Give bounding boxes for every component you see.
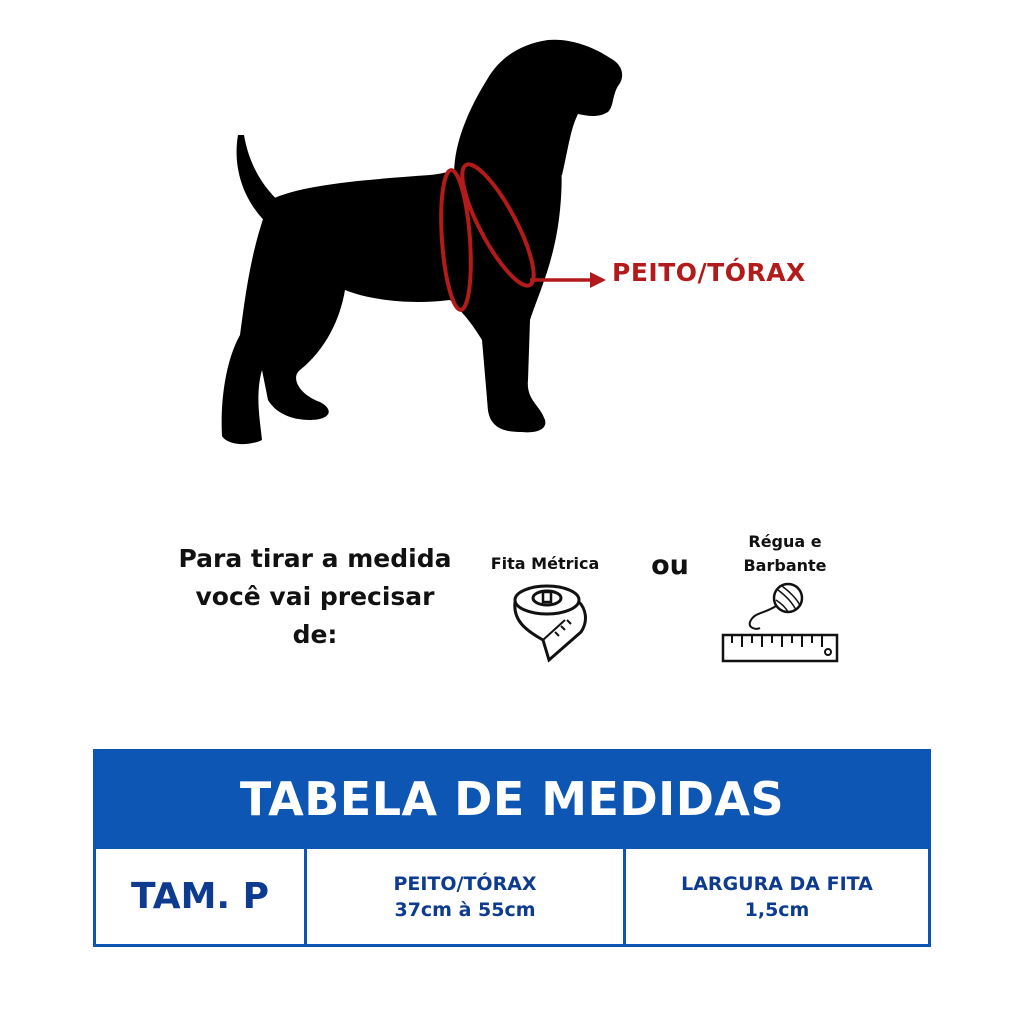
tape-measure-icon (505, 580, 595, 670)
chest-cell (307, 849, 626, 944)
size-cell (96, 849, 307, 944)
chest-value: 37cm à 55cm (394, 898, 536, 921)
ruler-string-icon (720, 578, 840, 668)
size-value: TAM. P (130, 876, 270, 917)
size-table-title: TABELA DE MEDIDAS (239, 772, 785, 826)
ruler-string-label: Régua e Barbante (743, 532, 827, 575)
size-table (93, 749, 931, 947)
chest-header: PEITO/TÓRAX (393, 872, 537, 895)
tools-intro-text: Para tirar a medida você vai precisar de: (178, 544, 452, 649)
chest-measure-label: PEITO/TÓRAX (612, 258, 806, 287)
tools-section (0, 520, 1024, 700)
dog-illustration (0, 0, 1024, 470)
strap-width-header: LARGURA DA FITA (681, 872, 873, 895)
or-label: ou (651, 550, 689, 581)
strap-width-cell (626, 849, 928, 944)
tape-measure-label: Fita Métrica (490, 554, 600, 573)
dog-silhouette-icon (0, 0, 1024, 470)
strap-width-value: 1,5cm (744, 898, 810, 921)
size-table-row (93, 849, 931, 947)
size-table-header (93, 749, 931, 849)
